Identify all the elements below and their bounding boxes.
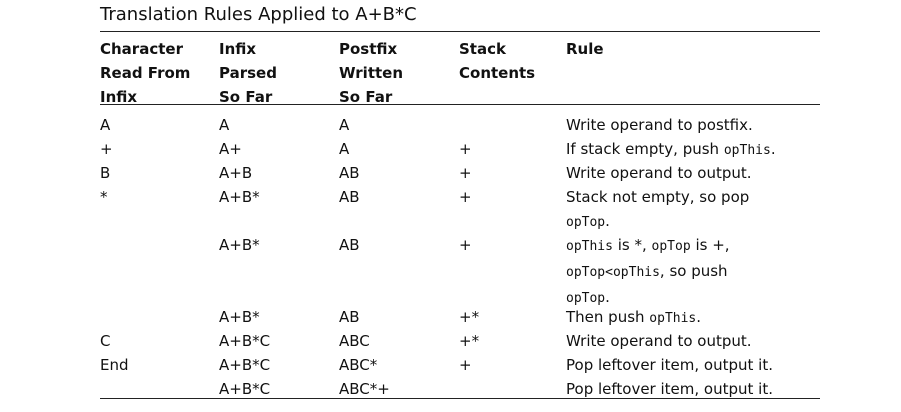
header-infix [219,37,277,109]
cell-stack: + [459,236,472,254]
rule-text: Write operand to output. [566,332,752,350]
rule-text: is +, [690,236,730,254]
cell-infix: A+B*C [219,356,271,374]
header-line: Infix [100,88,138,106]
code-token: opThis [723,143,771,158]
rule-text: Pop leftover item, output it. [566,356,773,374]
cell-postfix: A [339,140,350,158]
cell-char: + [100,140,113,158]
cell-rule [566,161,816,185]
header-line: Read From [100,64,191,82]
header-line: Contents [459,64,536,82]
cell-postfix: ABC [339,332,370,350]
cell-infix: A [219,116,230,134]
rule-text: , so push [659,262,728,280]
header-line: Stack [459,40,506,58]
header-line: Postfix [339,40,398,58]
cell-postfix: ABC*+ [339,380,390,398]
cell-postfix: A [339,116,350,134]
cell-postfix: AB [339,164,360,182]
cell-infix: A+B [219,164,253,182]
rule-text: Pop leftover item, output it. [566,380,773,398]
cell-stack: + [459,140,472,158]
cell-char: * [100,188,108,206]
bottom-rule [100,398,820,399]
cell-stack: + [459,164,472,182]
rule-text: Write operand to output. [566,164,752,182]
cell-infix: A+ [219,140,242,158]
header-line: Written [339,64,404,82]
cell-rule [566,113,816,137]
code-token: opTop [566,215,606,230]
cell-postfix: AB [339,308,360,326]
header-postfix [339,37,403,109]
rule-text: . [605,288,610,306]
cell-rule [566,329,816,353]
header-line: So Far [339,88,393,106]
header-character [100,37,190,109]
header-line: Infix [219,40,257,58]
cell-postfix: AB [339,236,360,254]
rule-text: Then push [566,308,650,326]
header-line: Parsed [219,64,277,82]
rule-text: . [696,308,702,326]
rule-text: Write operand to postfix. [566,116,753,134]
cell-char: A [100,116,111,134]
cell-stack: +* [459,308,480,326]
cell-char: End [100,356,129,374]
header-rule-line [100,104,820,105]
cell-infix: A+B* [219,236,260,254]
cell-stack: +* [459,332,480,350]
cell-rule [566,185,816,235]
code-token: opTop [651,239,691,254]
rule-text: If stack empty, push [566,140,724,158]
cell-stack: + [459,188,472,206]
cell-rule [566,353,816,377]
code-token: opTop [566,291,606,306]
code-token: opThis [649,311,697,326]
top-rule [100,31,820,32]
cell-postfix: AB [339,188,360,206]
rule-text: . [605,212,610,230]
code-token: opThis [566,239,613,254]
code-token: opTop<opThis [566,265,660,280]
cell-stack: + [459,356,472,374]
cell-rule [566,137,816,163]
cell-infix: A+B*C [219,380,271,398]
header-stack [459,37,535,85]
cell-rule [566,305,816,331]
header-line: Character [100,40,183,58]
cell-infix: A+B*C [219,332,271,350]
cell-infix: A+B* [219,188,260,206]
cell-postfix: ABC* [339,356,378,374]
cell-char: B [100,164,111,182]
rule-text: . [770,140,776,158]
table-title: Translation Rules Applied to A+B*C [100,4,417,25]
rule-text: Stack not empty, so pop [566,188,750,206]
header-line: Rule [566,40,604,58]
header-line: So Far [219,88,273,106]
header-rule [566,37,604,61]
rule-text: is *, [612,236,652,254]
cell-infix: A+B* [219,308,260,326]
cell-rule [566,233,816,311]
cell-char: C [100,332,111,350]
